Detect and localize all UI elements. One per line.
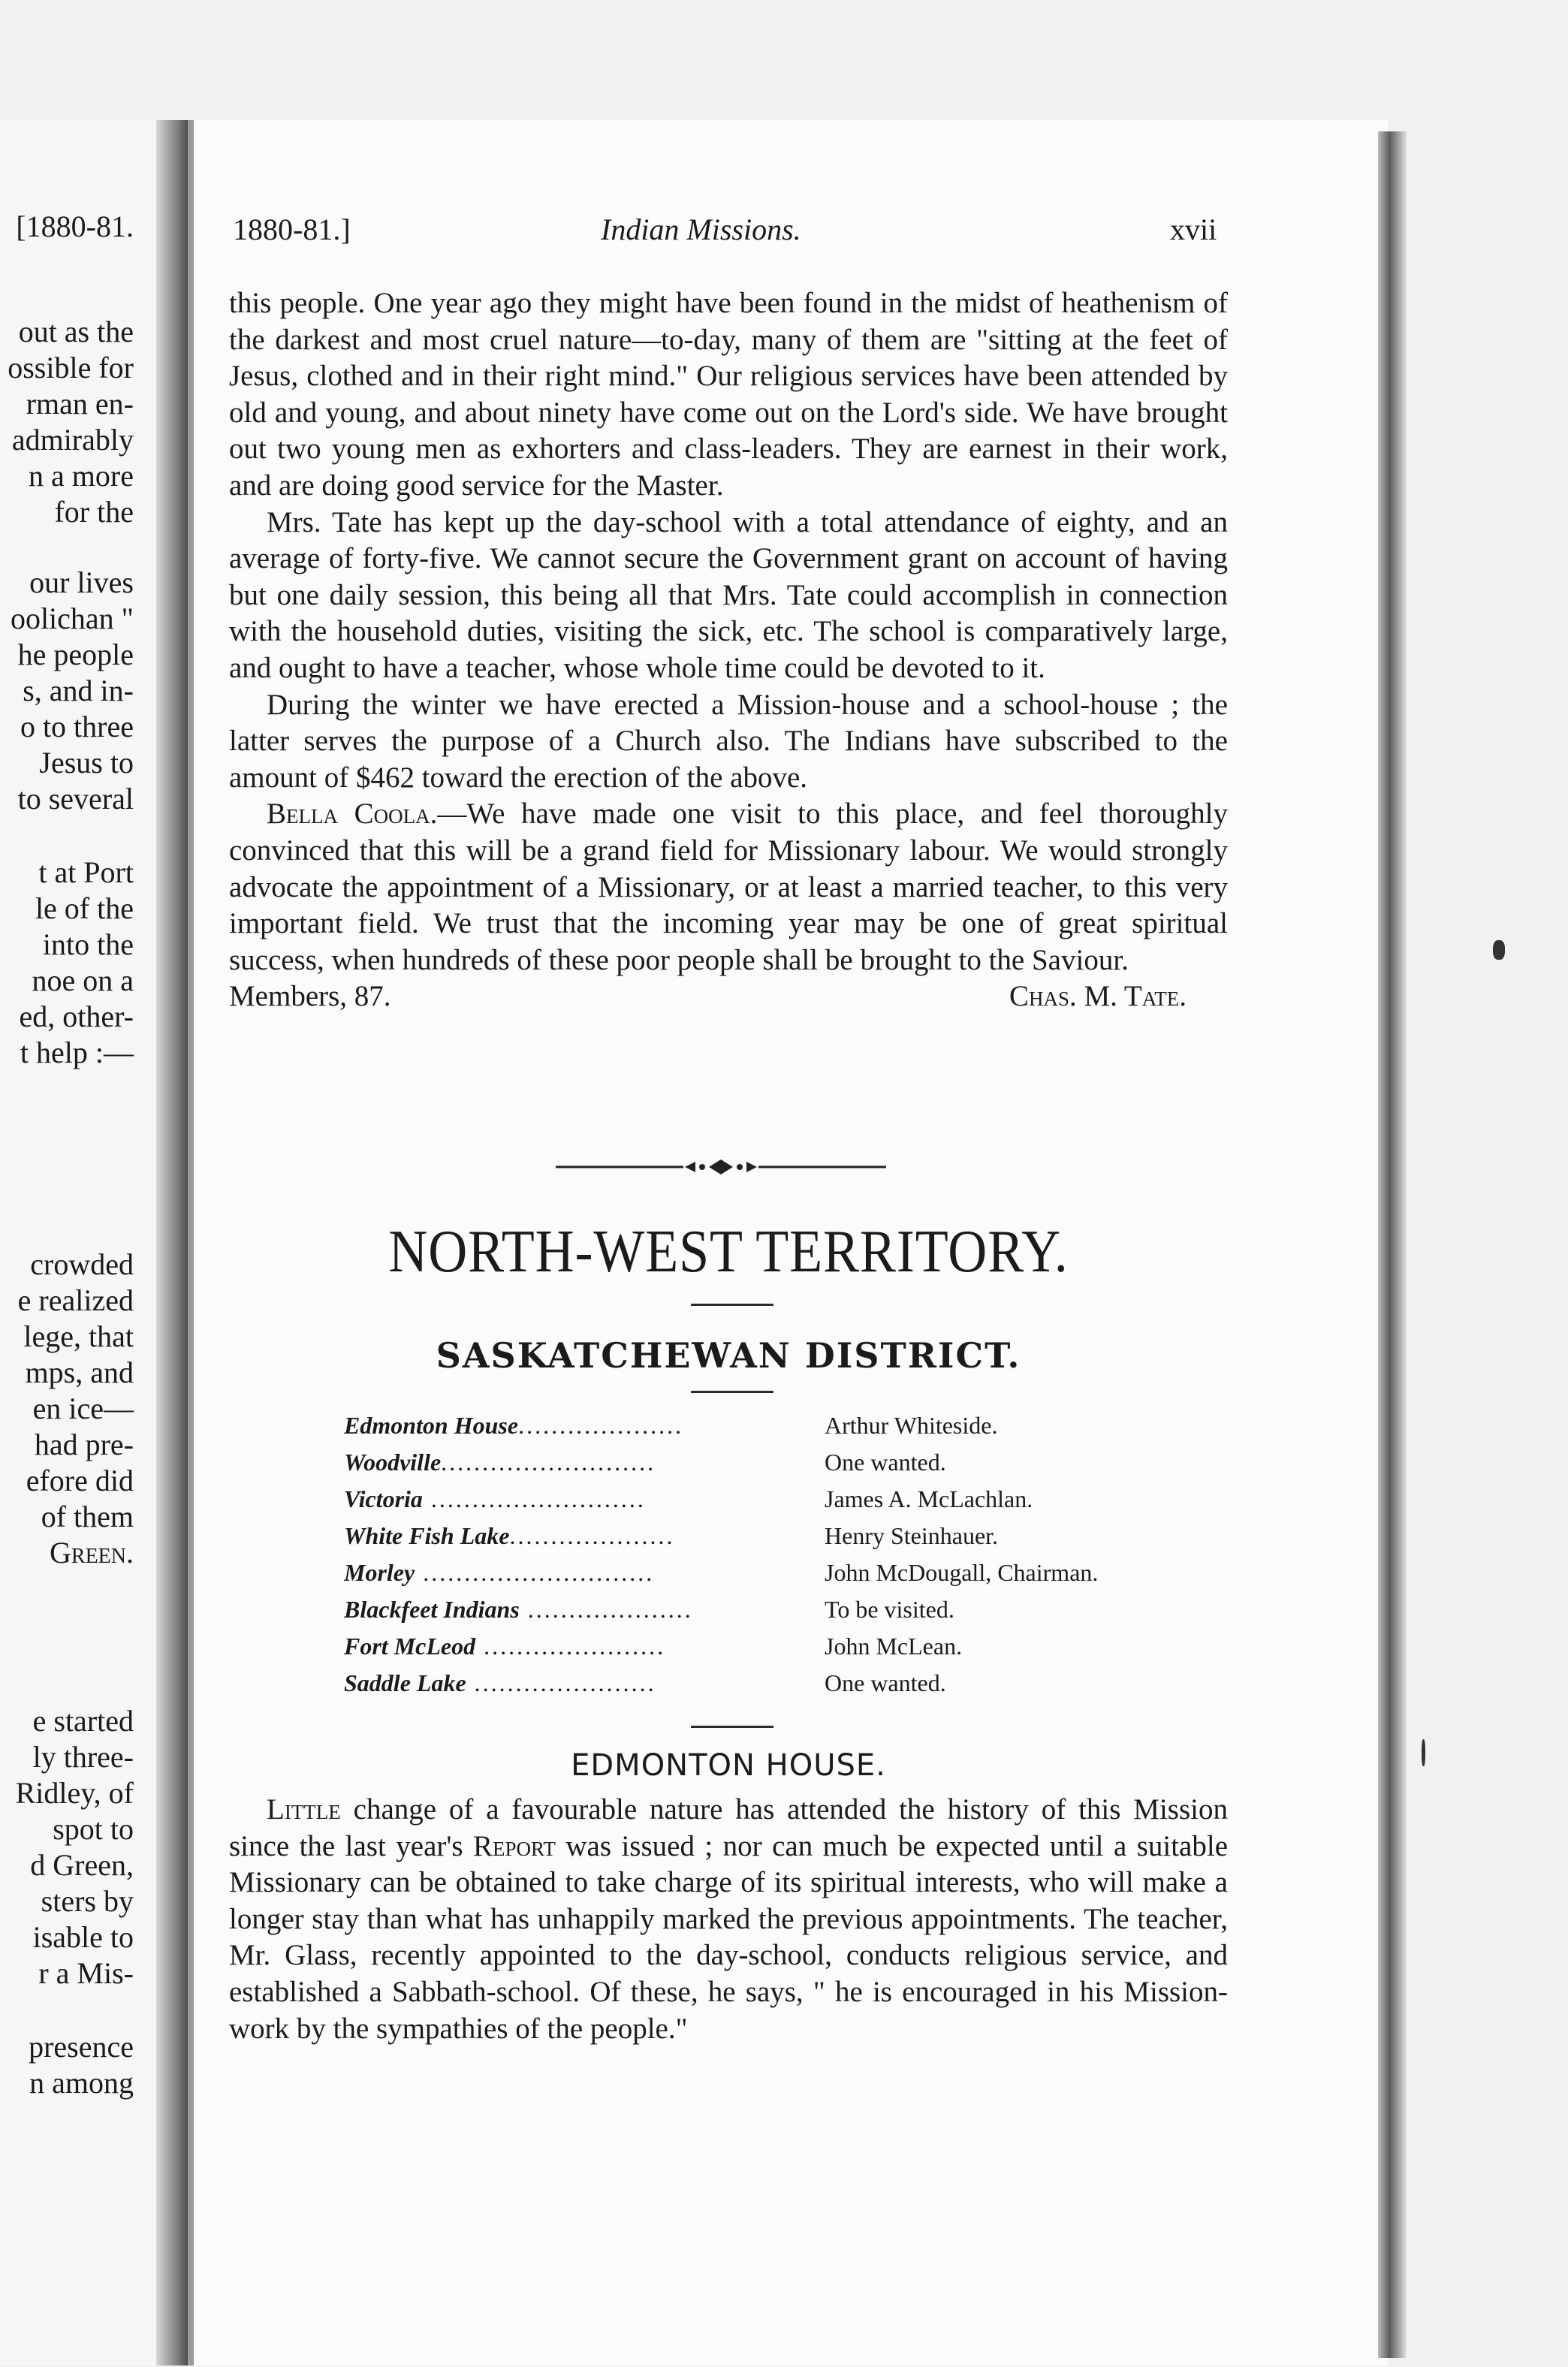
place-name: Bella Coola. [267,798,438,831]
station-name: Blackfeet Indians [344,1596,520,1623]
facing-page-line: Green. [50,1536,134,1569]
station-missionary: James A. McLachlan. [825,1485,1033,1512]
facing-page-line: crowded [30,1247,134,1281]
station-row [344,1591,1245,1628]
station-name: Morley [344,1559,415,1586]
station-name: White Fish Lake [344,1522,510,1549]
facing-page-line: ly three- [32,1740,134,1774]
section-title: NORTH-WEST TERRITORY. [388,1219,1069,1285]
facing-page-line: s, and in- [23,674,134,707]
lead-word: Little [267,1793,341,1826]
paragraph [229,1792,1228,2047]
station-row [344,1628,1245,1665]
facing-page-line: Ridley, of [15,1776,134,1810]
facing-page-line: out as the [18,315,134,348]
station-missionary: John McDougall, Chairman. [825,1559,1099,1586]
station-missionary: One wanted. [825,1449,946,1476]
station-row [344,1665,1245,1702]
paragraph: this people. One year ago they might have been found in the midst of heathenism of the darkest and most cruel nature—to-day, many of them are "sitting at the feet of Jesus, clothed and in their right mind." Our religious services have been attended by old and young, and about ninety have come out on the Lord's side. We have brought out two young men as exhorters and class-leaders. They are earnest in their work, and are doing good service for the Master. [229,287,1228,502]
station-missionary: Arthur Whiteside. [825,1412,998,1439]
station-row [344,1554,1245,1591]
running-head-title: Indian Missions. [601,213,801,246]
district-title: SASKATCHEWAN DISTRICT. [436,1335,1021,1376]
station-missionary: Henry Steinhauer. [825,1522,999,1549]
members-count: Members, 87. [229,980,391,1013]
facing-page-line: ed, other- [19,1000,134,1033]
station-name: Saddle Lake [344,1669,466,1696]
facing-page-line: admirably [11,423,134,457]
station-name: Edmonton House [344,1412,519,1439]
scan-speck [1493,940,1505,960]
facing-page-line: had pre- [34,1428,134,1461]
facing-page-line: mps, and [25,1355,134,1389]
facing-page-line: for the [54,495,134,529]
facing-page-line: t help :— [20,1036,134,1069]
station-row [344,1444,1245,1481]
facing-page-line: Jesus to [39,746,134,779]
leader-dots: ...................... [466,1669,656,1696]
facing-page-line: he people [17,638,134,671]
facing-page-line: n a more [29,459,134,493]
running-head-year: 1880-81.] [233,213,351,246]
divider [691,1391,773,1393]
station-missionary: To be visited. [825,1596,954,1623]
station-name: Fort McLeod [344,1633,476,1660]
facing-page-line: into the [42,927,134,961]
facing-page-line: o to three [20,710,134,743]
facing-page-line: t at Port [38,855,134,889]
facing-page-line: r a Mis- [38,1956,134,1990]
station-row [344,1407,1245,1444]
leader-dots: .......................... [422,1485,646,1512]
facing-page-line: d Green, [30,1848,134,1882]
facing-page-line: e started [32,1704,134,1738]
station-missionary: One wanted. [825,1669,946,1696]
facing-page-line: ossible for [8,351,134,384]
station-name: Woodville [344,1449,442,1476]
station-list [344,1407,1245,1702]
signature-line [229,978,1228,1015]
facing-page-line: isable to [32,1920,134,1954]
facing-page-line: en ice— [32,1392,134,1425]
paragraph-bella-coola [229,796,1228,978]
station-name: Victoria [344,1485,423,1512]
facing-page-line: our lives [29,565,134,599]
report-text [229,285,1228,1015]
facing-page [0,120,173,2365]
subsection-title: EDMONTON HOUSE. [571,1748,886,1783]
facing-page-line: n among [29,2066,134,2100]
station-row [344,1518,1245,1554]
station-row [344,1481,1245,1518]
leader-dots: .................... [519,1596,693,1623]
paragraph: Mrs. Tate has kept up the day-school with a total attendance of eighty, and an average of forty-five. We cannot secure the Government grant on account of having but one daily session, this being all that Mrs. Tate could accomplish in connection with the household duties, visiting the sick, etc. The school is comparatively large, and ought to have a teacher, whose whole time could be devoted to it. [229,505,1228,684]
facing-page-line: presence [29,2030,134,2064]
leader-dots: .......................... [441,1449,656,1476]
edmonton-house-text [229,1792,1228,2047]
leader-dots: ............................ [415,1559,655,1586]
paragraph-text: change of a favourable nature has attended the history of this Mission since the last year's [229,1793,1228,1862]
facing-page-header: [1880-81. [16,210,134,243]
facing-page-line: to several [17,782,134,816]
facing-page-line: noe on a [32,963,134,997]
ornament-rule [556,1152,886,1182]
facing-page-line: efore did [26,1464,134,1497]
leader-dots: ...................... [475,1633,666,1660]
report-word: Report [473,1829,556,1862]
page-edge [1378,131,1407,2358]
divider [691,1304,773,1306]
divider [691,1726,773,1728]
facing-page-line: rman en- [26,387,134,421]
scan-speck [1422,1739,1425,1766]
facing-page-line: lege, that [23,1319,134,1353]
leader-dots: .................... [509,1522,675,1549]
facing-page-line: e realized [17,1283,134,1317]
signature: Chas. M. Tate. [1009,980,1187,1013]
facing-page-line: of them [41,1500,134,1533]
paragraph-text: —We have made one visit to this place, and feel thoroughly convinced that this will be a grand field for Missionary labour. We would strongly advocate the appointment of a Missionary, or at least a married teacher, to this very important field. We trust that the incoming year may be one of great spiritual success, when hundreds of these poor people shall be brought to the Saviour. [229,798,1228,976]
paragraph-text: was issued ; nor can much be expected until a suitable Missionary can be obtained to take charge of its spiritual interests, who will make a longer stay than what has unhappily marked the previous appointments. The teacher, Mr. Glass, recently appointed to the day-school, conducts religious service, and established a Sabbath-school. Of these, he says, " he is encouraged in his Mission-work by the sympathies of the people." [229,1829,1229,2045]
facing-page-line: sters by [41,1884,134,1918]
leader-dots: .................... [518,1412,684,1439]
paragraph: During the winter we have erected a Mission-house and a school-house ; the latter serves the purpose of a Church also. The Indians have subscribed to the amount of $462 toward the erection of the above. [229,688,1228,794]
station-missionary: John McLean. [825,1633,963,1660]
facing-page-line: oolichan " [10,602,134,635]
page-number: xvii [1170,213,1217,246]
facing-page-line: spot to [53,1812,134,1846]
facing-page-line: le of the [35,891,134,925]
